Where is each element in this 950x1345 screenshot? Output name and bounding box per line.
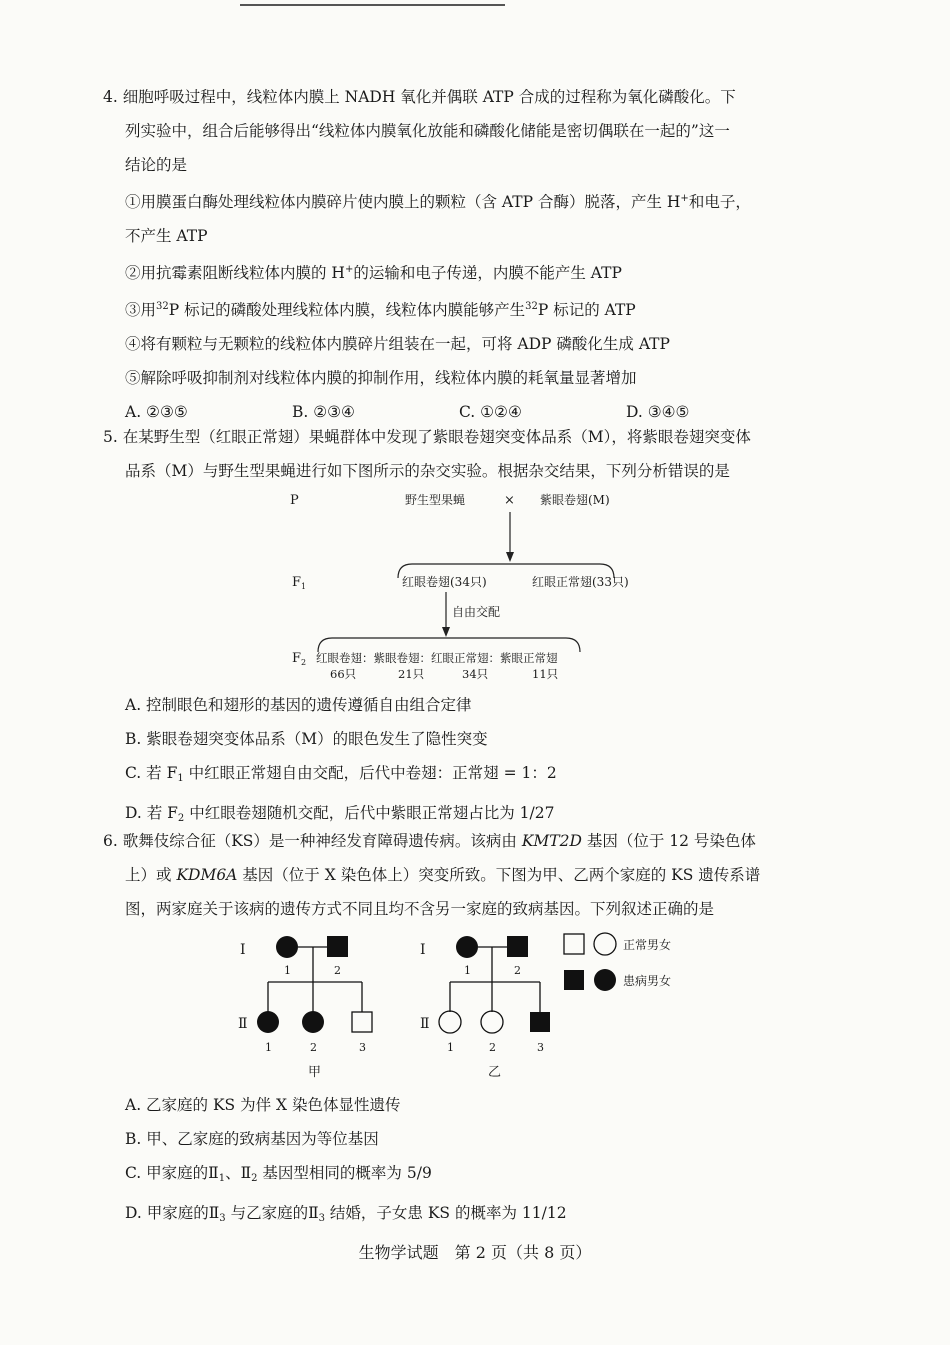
- q5-d-sub: 2: [177, 813, 185, 824]
- q4-s3-sup-2: 32: [525, 301, 538, 312]
- q6-option-d: [103, 1196, 793, 1236]
- q6-d-text-3: 结婚，子女患 KS 的概率为 11/12: [324, 1204, 567, 1222]
- q4-s1-text-2: 和电子，: [688, 193, 751, 211]
- q6-option-b: B. 甲、乙家庭的致病基因为等位基因: [125, 1130, 379, 1148]
- q6-option-c: [103, 1156, 793, 1196]
- jia-II3-normal-male: [352, 1012, 372, 1032]
- q6-c-sub-2: 2: [251, 1173, 258, 1184]
- q5-d-text: D. 若 F: [125, 804, 178, 822]
- q4-statement-2: [103, 253, 793, 290]
- jia-gen-I-label: Ⅰ: [240, 942, 246, 958]
- f1-red-eye-normal-wing: 红眼正常翅(33只): [532, 575, 629, 589]
- jia-II2-number: 2: [310, 1041, 317, 1054]
- q5-c-text: C. 若 F: [125, 764, 178, 782]
- q4-option-c: C. ①②④: [459, 403, 522, 421]
- legend-affected-label: 患病男女: [623, 974, 672, 988]
- page-footer: 生物学试题 第 2 页（共 8 页）: [358, 1243, 592, 1262]
- yi-I2-number: 2: [514, 964, 521, 977]
- q6-stem-line-2: [103, 858, 793, 892]
- q6-stem-line-3: 图，两家庭关于该病的遗传方式不同且均不含另一家庭的致病基因。下列叙述正确的是: [125, 900, 715, 918]
- q4-option-d: D. ③④⑤: [626, 403, 690, 421]
- f2-generation-label: $F_2$: [292, 651, 307, 667]
- q4-option-b: B. ②③④: [292, 403, 355, 421]
- yi-I1-number: 1: [464, 964, 471, 977]
- legend-affected-male: [564, 970, 584, 990]
- q4-statement-1-cont: 不产生 ATP: [125, 227, 208, 245]
- jia-I2-number: 2: [334, 964, 341, 977]
- question-5-stem: [103, 420, 793, 488]
- yi-II3-affected-male: [530, 1012, 550, 1032]
- f2-phenotype-ratio: 红眼卷翅：紫眼卷翅：红眼正常翅：紫眼正常翅: [316, 651, 558, 665]
- cross-sign: ×: [504, 493, 515, 508]
- f2-count-1: 66只: [330, 667, 357, 681]
- yi-I2-affected-male: [507, 936, 528, 957]
- jia-II1-number: 1: [265, 1041, 272, 1054]
- f2-brace: [318, 638, 580, 652]
- q5-stem-line-1: 5. 在某野生型（红眼正常翅）果蝇群体中发现了紫眼卷翅突变体品系（M），将紫眼卷翅突变体: [103, 428, 751, 446]
- yi-II3-number: 3: [537, 1041, 544, 1054]
- q6-d-sub-1: 3: [219, 1213, 226, 1224]
- q5-option-b: B. 紫眼卷翅突变体品系（M）的眼色发生了隐性突变: [125, 730, 488, 748]
- q6-stem2-text-2: 基因（位于 X 染色体上）突变所致。下图为甲、乙两个家庭的 KS 遗传系谱: [237, 866, 761, 884]
- q4-s3-text-2: P 标记的磷酸处理线粒体内膜，线粒体内膜能够产生: [168, 301, 526, 319]
- q4-stem-line-2: 列实验中，组合后能够得出“线粒体内膜氧化放能和磷酸化储能是密切偶联在一起的”这一: [125, 122, 730, 140]
- jia-II1-affected-female: [257, 1011, 279, 1033]
- top-rule: [240, 4, 505, 6]
- q4-stem-line-1: 4. 细胞呼吸过程中，线粒体内膜上 NADH 氧化并偶联 ATP 合成的过程称为氧化磷酸化。下: [103, 88, 736, 106]
- yi-II2-normal-female: [481, 1011, 503, 1033]
- q6-stem-line-1: [103, 824, 793, 858]
- q6-gene-kmt2d: KMT2D: [521, 832, 582, 850]
- question-6-stem: [103, 824, 793, 926]
- jia-II3-number: 3: [359, 1041, 366, 1054]
- q6-d-text: D. 甲家庭的Ⅱ: [125, 1204, 220, 1222]
- yi-II1-normal-female: [439, 1011, 461, 1033]
- q6-gene-kdm6a: KDM6A: [176, 866, 238, 884]
- q4-stem-line-3: 结论的是: [125, 156, 188, 174]
- q4-statement-3: [103, 290, 793, 327]
- yi-gen-I-label: Ⅰ: [420, 942, 426, 958]
- q5-option-c: [103, 756, 793, 796]
- q4-statement-1: [103, 182, 793, 219]
- legend-normal-female: [594, 933, 616, 955]
- jia-I1-number: 1: [284, 964, 291, 977]
- p-right-parent: 紫眼卷翅(M): [540, 493, 610, 507]
- cross-diagram: [0, 482, 950, 687]
- jia-gen-II-label: Ⅱ: [238, 1016, 248, 1032]
- q5-d-text-2: 中红眼卷翅随机交配，后代中紫眼正常翅占比为 1/27: [184, 804, 555, 822]
- q5-c-sub: 1: [177, 773, 184, 784]
- q5-c-text-2: 中红眼正常翅自由交配，后代中卷翅：正常翅 = 1：2: [183, 764, 557, 782]
- legend-normal-label: 正常男女: [623, 938, 672, 952]
- self-cross-label: 自由交配: [452, 605, 501, 619]
- question-4: [103, 80, 793, 429]
- f2-count-3: 34只: [462, 667, 489, 681]
- f2-count-4: 11只: [532, 667, 559, 681]
- f1-generation-label: $F_1$: [292, 575, 307, 591]
- q4-s3-text-3: P 标记的 ATP: [537, 301, 636, 319]
- q4-s2-text-2: 的运输和电子传递，内膜不能产生 ATP: [353, 264, 622, 282]
- q6-c-text-3: 基因型相同的概率为 5/9: [257, 1164, 432, 1182]
- q6-stem2-text: 上）或: [125, 866, 177, 884]
- pedigree-diagram: [0, 920, 950, 1090]
- q5-stem-line-2: 品系（M）与野生型果蝇进行如下图所示的杂交实验。根据杂交结果，下列分析错误的是: [125, 462, 730, 480]
- question-6-options: [103, 1088, 793, 1236]
- q6-d-sub-2: 3: [318, 1213, 325, 1224]
- legend-affected-female: [594, 969, 616, 991]
- p-generation-label: P: [290, 493, 299, 508]
- q4-statement-5: ⑤解除呼吸抑制剂对线粒体内膜的抑制作用，线粒体内膜的耗氧量显著增加: [125, 369, 637, 387]
- family-yi-label: 乙: [488, 1065, 502, 1080]
- q4-s1-sup: +: [680, 193, 689, 204]
- q6-stem1-text: 6. 歌舞伎综合征（KS）是一种神经发育障碍遗传病。该病由: [103, 832, 522, 850]
- q4-s3-sup: 32: [156, 301, 169, 312]
- q6-c-sub-1: 1: [218, 1173, 226, 1184]
- family-jia-label: 甲: [308, 1065, 322, 1080]
- q6-option-a: A. 乙家庭的 KS 为伴 X 染色体显性遗传: [125, 1096, 401, 1114]
- yi-II2-number: 2: [489, 1041, 496, 1054]
- f1-to-f2-arrowhead: [442, 627, 450, 637]
- jia-II2-affected-female: [302, 1011, 324, 1033]
- question-5-options: [103, 688, 793, 836]
- jia-I2-affected-male: [327, 936, 348, 957]
- yi-II1-number: 1: [447, 1041, 454, 1054]
- f1-red-eye-curly-wing: 红眼卷翅(34只): [402, 575, 487, 589]
- yi-gen-II-label: Ⅱ: [420, 1016, 430, 1032]
- yi-I1-affected-female: [456, 936, 478, 958]
- q4-s1-text: ①用膜蛋白酶处理线粒体内膜碎片使内膜上的颗粒（含 ATP 合酶）脱落，产生 H: [125, 193, 681, 211]
- p-to-f1-arrowhead: [506, 552, 514, 562]
- q6-stem1-text-2: 基因（位于 12 号染色体: [581, 832, 756, 850]
- q4-s2-sup: +: [344, 264, 354, 275]
- q6-d-text-2: 与乙家庭的Ⅱ: [225, 1204, 319, 1222]
- p-left-parent: 野生型果蝇: [405, 493, 466, 507]
- q6-c-text-2: 、Ⅱ: [225, 1164, 252, 1182]
- q4-s2-text: ②用抗霉素阻断线粒体内膜的 H: [125, 264, 345, 282]
- q4-option-a: A. ②③⑤: [125, 403, 188, 421]
- q5-option-a: A. 控制眼色和翅形的基因的遗传遵循自由组合定律: [125, 696, 472, 714]
- q4-statement-4: ④将有颗粒与无颗粒的线粒体内膜碎片组装在一起，可将 ADP 磷酸化生成 ATP: [125, 335, 670, 353]
- legend-normal-male: [564, 934, 584, 954]
- q6-c-text: C. 甲家庭的Ⅱ: [125, 1164, 219, 1182]
- jia-I1-affected-female: [276, 936, 298, 958]
- q4-s3-text: ③用: [125, 301, 157, 319]
- f2-count-2: 21只: [398, 667, 425, 681]
